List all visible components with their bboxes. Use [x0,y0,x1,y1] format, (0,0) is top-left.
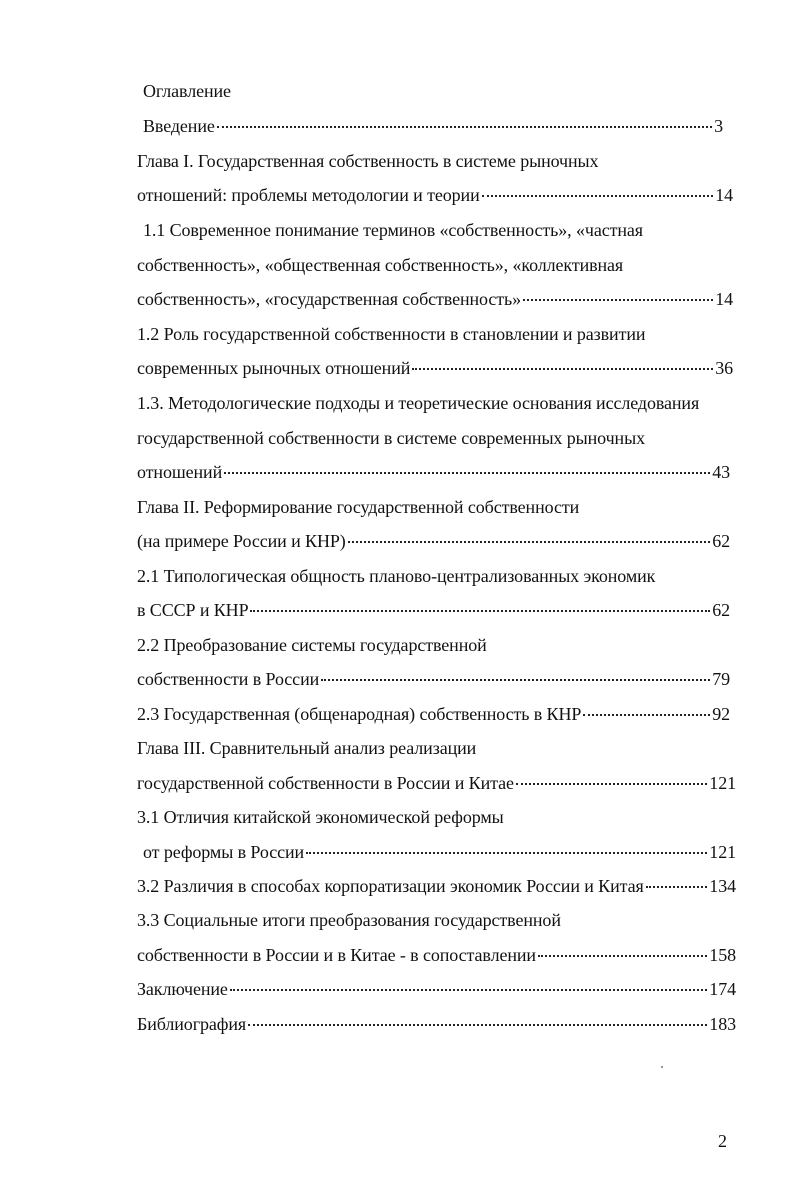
scan-speck [661,1066,663,1068]
toc-entry-text: современных рыночных отношений [137,358,411,378]
toc-entry-ch2-line1: Глава II. Реформирование государственной собственности [137,497,580,517]
toc-entry-s1-1 [137,288,733,310]
toc-page-number: 121 [709,842,736,862]
toc-entry-s2-1 [137,599,730,621]
leader-dots [523,299,713,301]
toc-page-number: 158 [709,945,736,965]
toc-entry-text: 2.3 Государственная (общенародная) собственность в КНР [137,704,582,724]
toc-entry-s3-1 [143,841,736,863]
leader-dots [482,195,714,197]
leader-dots [248,1024,707,1026]
toc-entry-text: Библиография [137,1014,247,1034]
toc-page-number: 62 [712,600,730,620]
page-number: 2 [718,1131,727,1151]
toc-entry-text: собственности в России и в Китае - в сопоставлении [137,945,536,965]
toc-entry-text: собственность», «государственная собственность» [137,289,522,309]
toc-entry-text: отношений [137,462,223,482]
toc-entry-s3-1-line1: 3.1 Отличия китайской экономической реформы [137,807,504,827]
toc-entry-text: в СССР и КНР [137,600,249,620]
toc-page-number: 14 [715,185,733,205]
toc-entry-text: Введение [143,116,215,136]
toc-entry-s3-3-line1: 3.3 Социальные итоги преобразования государственной [137,910,561,930]
toc-entry-s2-1-line1: 2.1 Типологическая общность планово-централизованных экономик [137,566,656,586]
leader-dots [646,886,708,888]
leader-dots [348,541,711,543]
toc-entry-ch2 [137,530,730,552]
toc-page-number: 121 [709,773,736,793]
toc-entry-text: от реформы в России [143,842,305,862]
toc-page-number: 3 [714,116,723,136]
leader-dots [583,714,710,716]
toc-entry-s3-2 [137,875,736,897]
toc-entry-s1-1-line1: 1.1 Современное понимание терминов «собственность», «частная [143,220,643,240]
leader-dots [250,610,710,612]
toc-entry-text: (на примере России и КНР) [137,531,346,551]
toc-page-number: 62 [712,531,730,551]
toc-entry-s1-1-line2: собственность», «общественная собственность», «коллективная [137,255,624,275]
toc-page-number: 183 [709,1014,736,1034]
toc-entry-text: государственной собственности в России и Китае [137,773,514,793]
toc-entry-s1-3 [137,461,730,483]
leader-dots [516,783,707,785]
leader-dots [224,472,710,474]
toc-page-number: 14 [715,289,733,309]
toc-page-number: 43 [712,462,730,482]
toc-title: Оглавление [143,81,231,101]
leader-dots [412,368,713,370]
leader-dots [321,679,710,681]
toc-entry-intro [143,115,723,137]
toc-entry-text: 3.2 Различия в способах корпоратизации экономик России и Китая [137,876,644,896]
toc-entry-s1-2 [137,357,733,379]
toc-entry-conclusion [137,978,736,1000]
toc-entry-text: отношений: проблемы методологии и теории [137,185,480,205]
leader-dots [230,989,708,991]
toc-entry-ch1-line1: Глава I. Государственная собственность в системе рыночных [137,151,599,171]
leader-dots [538,955,707,957]
toc-entry-ch3-line1: Глава III. Сравнительный анализ реализации [137,738,477,758]
leader-dots [217,126,712,128]
toc-entry-text: Заключение [137,979,228,999]
toc-entry-ch3 [137,772,736,794]
toc-entry-s1-2-line1: 1.2 Роль государственной собственности в становлении и развитии [137,324,646,344]
toc-entry-ch1 [137,184,733,206]
toc-entry-s1-3-line2: государственной собственности в системе современных рыночных [137,428,645,448]
toc-entry-s2-2-line1: 2.2 Преобразование системы государственной [137,635,487,655]
toc-page-number: 134 [709,876,736,896]
toc-page-number: 36 [715,358,733,378]
toc-entry-s3-3 [137,944,736,966]
toc-entry-s1-3-line1: 1.3. Методологические подходы и теоретические основания исследования [137,393,700,413]
toc-page-number: 174 [709,979,736,999]
toc-entry-bibliography [137,1013,736,1035]
toc-page-number: 79 [712,669,730,689]
leader-dots [306,852,707,854]
toc-entry-s2-2 [137,668,730,690]
toc-page-number: 92 [712,704,730,724]
toc-entry-s2-3 [137,703,730,725]
toc-entry-text: собственности в России [137,669,320,689]
